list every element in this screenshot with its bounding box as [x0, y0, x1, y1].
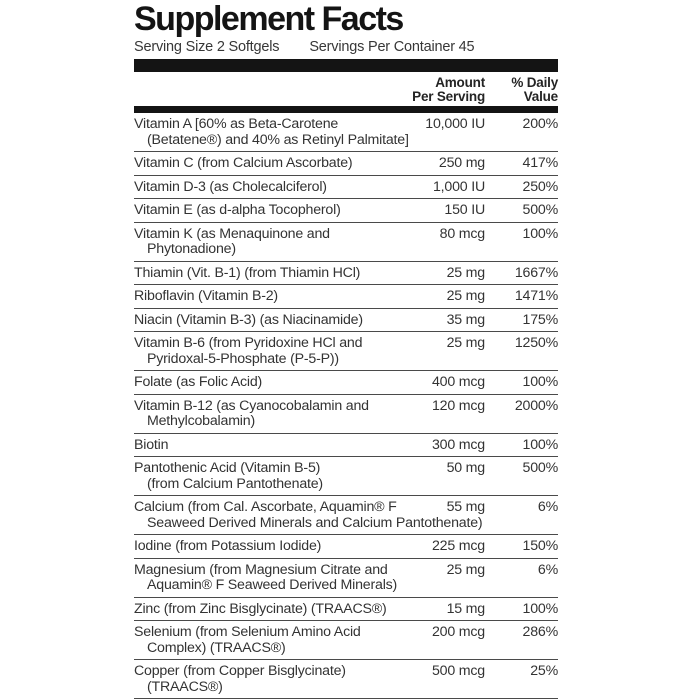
- nutrient-name: Vitamin B-12 (as Cyanocobalamin and: [134, 397, 369, 414]
- nutrient-daily-value: 250%: [522, 178, 558, 195]
- table-row: [134, 113, 558, 152]
- nutrient-name: Vitamin C (from Calcium Ascorbate): [134, 155, 353, 171]
- nutrient-amount: 400 mcg: [431, 374, 485, 390]
- nutrient-name: Pantothenic Acid (Vitamin B-5): [134, 460, 321, 476]
- nutrient-amount: 55 mg: [446, 499, 485, 515]
- nutrient-name-continued: Phytonadione): [147, 241, 236, 257]
- nutrient-amount: 250 mg: [438, 155, 485, 171]
- nutrient-name: Iodine (from Potassium Iodide): [134, 538, 322, 554]
- nutrient-daily-value: 6%: [537, 499, 558, 515]
- nutrient-name-continued: Methylcobalamin): [147, 413, 255, 429]
- nutrient-amount: 15 mg: [446, 600, 485, 617]
- nutrient-amount: 1,000 IU: [432, 178, 485, 195]
- nutrient-daily-value: 2000%: [514, 397, 558, 414]
- nutrient-name-continued: Complex) (TRAACS®): [147, 639, 286, 656]
- nutrient-name: Zinc (from Zinc Bisglycinate) (TRAACS®): [134, 600, 387, 617]
- table-row: [134, 434, 558, 458]
- column-header-daily-value: [485, 76, 558, 104]
- nutrient-amount: 25 mg: [446, 335, 485, 351]
- table-row: [134, 332, 558, 371]
- dv-header-line1: % Daily: [511, 75, 558, 90]
- nutrient-amount: 200 mcg: [431, 624, 485, 640]
- table-row: [134, 285, 558, 309]
- table-row: [134, 559, 558, 598]
- nutrient-amount: 225 mcg: [431, 538, 485, 554]
- nutrient-amount: 150 IU: [444, 202, 485, 218]
- nutrient-daily-value: 150%: [522, 538, 558, 554]
- thick-divider-bar: [134, 59, 558, 72]
- nutrient-name: Biotin: [134, 436, 169, 453]
- nutrient-daily-value: 1250%: [514, 335, 558, 351]
- table-row: [134, 598, 558, 622]
- label-title: Supplement Facts: [134, 0, 403, 38]
- nutrient-name: Folate (as Folic Acid): [134, 374, 263, 390]
- nutrient-daily-value: 500%: [522, 202, 558, 218]
- nutrient-amount: 25 mg: [446, 561, 485, 578]
- table-row: [134, 176, 558, 200]
- amount-header-line2: Per Serving: [412, 89, 485, 104]
- nutrient-daily-value: 100%: [522, 600, 558, 617]
- nutrient-daily-value: 500%: [522, 460, 558, 476]
- table-row: [134, 199, 558, 223]
- nutrient-name-continued: (TRAACS®): [147, 678, 223, 695]
- nutrient-name: Niacin (Vitamin B-3) (as Niacinamide): [134, 311, 363, 328]
- table-row: [134, 496, 558, 535]
- table-row: [134, 660, 558, 699]
- nutrient-name: Vitamin E (as d-alpha Tocopherol): [134, 202, 341, 218]
- nutrient-name-continued: Aquamin® F Seaweed Derived Minerals): [147, 577, 398, 593]
- nutrient-amount: 80 mcg: [439, 225, 485, 242]
- nutrient-amount: 50 mg: [446, 460, 485, 476]
- table-row: [134, 621, 558, 660]
- nutrient-name: Vitamin A [60% as Beta-Carotene: [134, 116, 339, 132]
- nutrient-name: Selenium (from Selenium Amino Acid: [134, 624, 361, 640]
- table-row: [134, 309, 558, 333]
- nutrient-name: Vitamin D-3 (as Cholecalciferol): [134, 178, 327, 195]
- servings-per-container: Servings Per Container 45: [309, 39, 475, 55]
- serving-info: [134, 39, 558, 56]
- nutrient-name: Vitamin K (as Menaquinone and: [134, 225, 330, 242]
- table-row: [134, 535, 558, 559]
- nutrient-name: Copper (from Copper Bisglycinate): [134, 663, 346, 679]
- supplement-facts-label: [134, 2, 558, 699]
- table-row: [134, 371, 558, 395]
- table-row: [134, 457, 558, 496]
- nutrient-daily-value: 286%: [522, 624, 558, 640]
- nutrient-amount: 25 mg: [446, 264, 485, 281]
- serving-size: Serving Size 2 Softgels: [134, 39, 280, 55]
- facts-table: [134, 113, 558, 699]
- nutrient-name: Vitamin B-6 (from Pyridoxine HCl and: [134, 335, 363, 351]
- nutrient-daily-value: 100%: [522, 374, 558, 390]
- nutrient-amount: 10,000 IU: [425, 116, 485, 132]
- nutrient-name: Magnesium (from Magnesium Citrate and: [134, 561, 388, 578]
- nutrient-daily-value: 417%: [522, 155, 558, 171]
- nutrient-daily-value: 6%: [537, 561, 558, 578]
- nutrient-name: Calcium (from Cal. Ascorbate, Aquamin® F: [134, 499, 397, 515]
- nutrient-daily-value: 1667%: [514, 264, 558, 281]
- nutrient-daily-value: 25%: [530, 663, 558, 679]
- nutrient-amount: 300 mcg: [431, 436, 485, 453]
- nutrient-daily-value: 1471%: [514, 288, 558, 304]
- table-row: [134, 262, 558, 286]
- column-headers: [134, 72, 558, 106]
- table-row: [134, 395, 558, 434]
- nutrient-name-continued: Pyridoxal-5-Phosphate (P-5-P)): [147, 350, 339, 367]
- nutrient-amount: 120 mcg: [431, 397, 485, 414]
- nutrient-daily-value: 100%: [522, 225, 558, 242]
- nutrient-amount: 500 mcg: [431, 663, 485, 679]
- medium-divider-bar: [134, 106, 558, 113]
- nutrient-name: Thiamin (Vit. B-1) (from Thiamin HCl): [134, 264, 361, 281]
- nutrient-name: Riboflavin (Vitamin B-2): [134, 288, 278, 304]
- nutrient-name-continued: (from Calcium Pantothenate): [147, 475, 323, 492]
- nutrient-daily-value: 100%: [522, 436, 558, 453]
- nutrient-amount: 25 mg: [446, 288, 485, 304]
- nutrient-amount: 35 mg: [446, 311, 485, 328]
- table-row: [134, 152, 558, 176]
- nutrient-name-continued: (Betatene®) and 40% as Retinyl Palmitate]: [147, 131, 409, 148]
- nutrient-name-continued: Seaweed Derived Minerals and Calcium Pantothenate): [147, 514, 483, 531]
- column-header-amount: [412, 76, 485, 104]
- dv-header-line2: Value: [523, 89, 558, 104]
- table-row: [134, 223, 558, 262]
- amount-header-line1: Amount: [435, 75, 485, 90]
- nutrient-daily-value: 175%: [522, 311, 558, 328]
- nutrient-daily-value: 200%: [522, 116, 558, 132]
